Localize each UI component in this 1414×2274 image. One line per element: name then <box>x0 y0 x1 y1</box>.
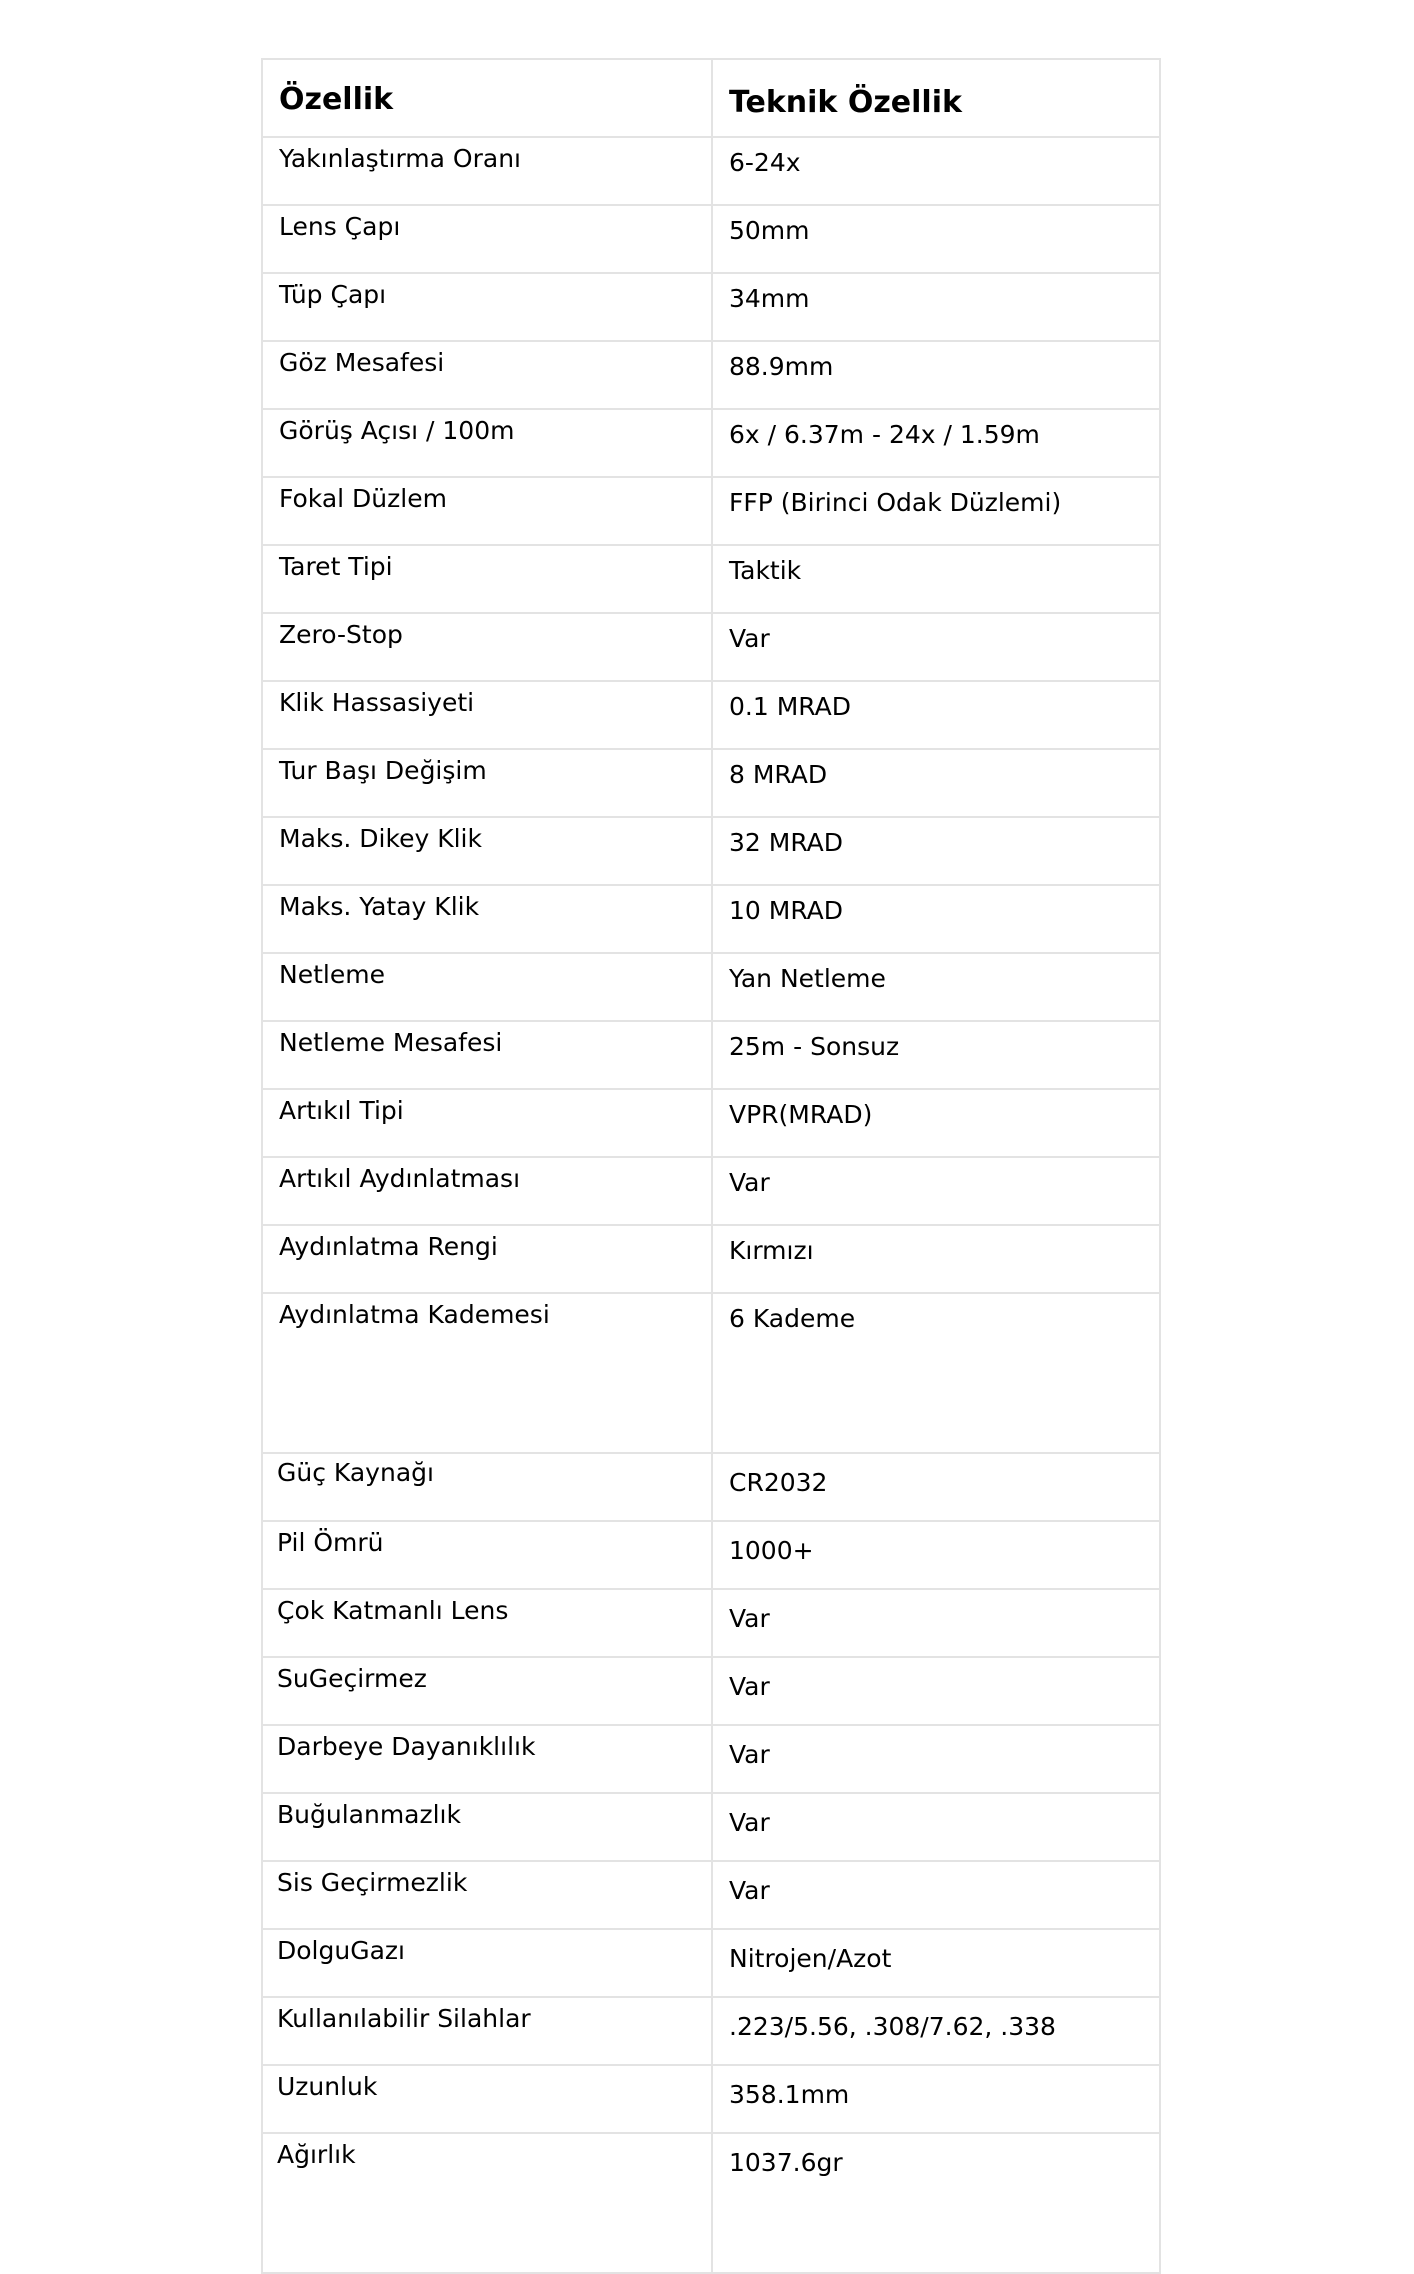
value-cell: 32 MRAD <box>729 828 844 857</box>
empty-footer-row <box>263 2202 1159 2272</box>
table-row <box>263 410 1159 478</box>
value-cell: 358.1mm <box>729 2080 850 2109</box>
value-cell: Yan Netleme <box>729 964 886 993</box>
feature-cell: Zero-Stop <box>263 614 713 680</box>
table-row <box>263 1726 1159 1794</box>
table-row <box>263 1998 1159 2066</box>
value-cell: 10 MRAD <box>729 896 844 925</box>
value-cell: 0.1 MRAD <box>729 692 851 721</box>
feature-cell: Darbeye Dayanıklılık <box>263 1726 713 1792</box>
table-row <box>263 1930 1159 1998</box>
feature-cell: Tur Başı Değişim <box>263 750 713 816</box>
spec-rows-general <box>263 1454 1159 2202</box>
spacer-cell <box>713 1362 1159 1452</box>
spacer-cell <box>263 1362 713 1452</box>
value-cell: .223/5.56, .308/7.62, .338 <box>729 2012 1056 2041</box>
table-row <box>263 2134 1159 2202</box>
header-spec: Teknik Özellik <box>729 85 962 120</box>
table-row <box>263 750 1159 818</box>
feature-cell: Maks. Dikey Klik <box>263 818 713 884</box>
value-cell: Var <box>729 1604 770 1633</box>
feature-cell: Aydınlatma Rengi <box>263 1226 713 1292</box>
feature-cell: Sis Geçirmezlik <box>263 1862 713 1928</box>
value-cell: 6x / 6.37m - 24x / 1.59m <box>729 420 1040 449</box>
table-row <box>263 546 1159 614</box>
table-row <box>263 614 1159 682</box>
table-row <box>263 1658 1159 1726</box>
value-cell: 1000+ <box>729 1536 814 1565</box>
empty-cell <box>713 2202 1159 2272</box>
feature-cell: Güç Kaynağı <box>263 1454 713 1520</box>
header-feature: Özellik <box>263 60 713 136</box>
table-row <box>263 818 1159 886</box>
feature-cell: Kullanılabilir Silahlar <box>263 1998 713 2064</box>
spec-rows-optics <box>263 138 1159 1362</box>
feature-cell: Netleme Mesafesi <box>263 1022 713 1088</box>
value-cell: 1037.6gr <box>729 2148 843 2177</box>
value-cell: FFP (Birinci Odak Düzlemi) <box>729 488 1062 517</box>
value-cell: Var <box>729 1876 770 1905</box>
empty-cell <box>263 2202 713 2272</box>
table-row <box>263 1022 1159 1090</box>
table-row <box>263 2066 1159 2134</box>
spacer-row <box>263 1362 1159 1454</box>
value-cell: Var <box>729 624 770 653</box>
feature-cell: Netleme <box>263 954 713 1020</box>
table-row <box>263 274 1159 342</box>
value-cell: 6-24x <box>729 148 801 177</box>
value-cell: 34mm <box>729 284 810 313</box>
value-cell: Var <box>729 1672 770 1701</box>
table-row <box>263 1158 1159 1226</box>
table-row <box>263 886 1159 954</box>
table-row <box>263 1590 1159 1658</box>
value-cell: Var <box>729 1740 770 1769</box>
feature-cell: Görüş Açısı / 100m <box>263 410 713 476</box>
value-cell: 88.9mm <box>729 352 834 381</box>
feature-cell: Artıkıl Aydınlatması <box>263 1158 713 1224</box>
feature-cell: Uzunluk <box>263 2066 713 2132</box>
table-row <box>263 954 1159 1022</box>
table-row <box>263 1862 1159 1930</box>
value-cell: 8 MRAD <box>729 760 828 789</box>
feature-cell: SuGeçirmez <box>263 1658 713 1724</box>
table-row <box>263 206 1159 274</box>
feature-cell: Fokal Düzlem <box>263 478 713 544</box>
feature-cell: Lens Çapı <box>263 206 713 272</box>
value-cell: Kırmızı <box>729 1236 814 1265</box>
feature-cell: Klik Hassasiyeti <box>263 682 713 748</box>
feature-cell: DolguGazı <box>263 1930 713 1996</box>
feature-cell: Pil Ömrü <box>263 1522 713 1588</box>
table-row <box>263 682 1159 750</box>
value-cell: Nitrojen/Azot <box>729 1944 892 1973</box>
feature-cell: Göz Mesafesi <box>263 342 713 408</box>
value-cell: 6 Kademe <box>729 1304 856 1333</box>
value-cell: VPR(MRAD) <box>729 1100 873 1129</box>
feature-cell: Yakınlaştırma Oranı <box>263 138 713 204</box>
table-row <box>263 342 1159 410</box>
spec-table <box>261 58 1161 2274</box>
value-cell: Var <box>729 1808 770 1837</box>
value-cell: Var <box>729 1168 770 1197</box>
feature-cell: Aydınlatma Kademesi <box>263 1294 713 1362</box>
table-row <box>263 1090 1159 1158</box>
feature-cell: Buğulanmazlık <box>263 1794 713 1860</box>
feature-cell: Taret Tipi <box>263 546 713 612</box>
table-row <box>263 1226 1159 1294</box>
value-cell: CR2032 <box>729 1468 828 1497</box>
feature-cell: Tüp Çapı <box>263 274 713 340</box>
table-row <box>263 138 1159 206</box>
feature-cell: Maks. Yatay Klik <box>263 886 713 952</box>
table-row <box>263 1454 1159 1522</box>
feature-cell: Çok Katmanlı Lens <box>263 1590 713 1656</box>
table-row <box>263 1522 1159 1590</box>
value-cell: Taktik <box>729 556 802 585</box>
value-cell: 50mm <box>729 216 810 245</box>
table-row <box>263 478 1159 546</box>
table-row <box>263 1794 1159 1862</box>
feature-cell: Ağırlık <box>263 2134 713 2202</box>
table-header-row <box>263 60 1159 138</box>
table-row <box>263 1294 1159 1362</box>
feature-cell: Artıkıl Tipi <box>263 1090 713 1156</box>
value-cell: 25m - Sonsuz <box>729 1032 900 1061</box>
